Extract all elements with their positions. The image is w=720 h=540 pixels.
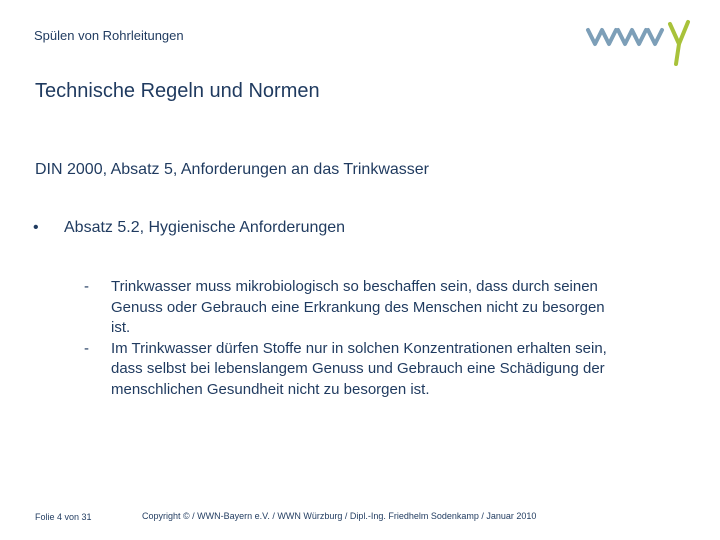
bullet-marker: •: [33, 219, 39, 236]
dash-marker: -: [84, 278, 89, 295]
sub-item-text: Trinkwasser muss mikrobiologisch so beschaffen sein, dass durch seinen Genuss oder Gebrauch eine Erkrankung des Menschen nicht zu besorgen ist.: [111, 278, 605, 336]
section-heading: DIN 2000, Absatz 5, Anforderungen an das Trinkwasser: [35, 161, 430, 178]
sub-item-text: Im Trinkwasser dürfen Stoffe nur in solchen Konzentrationen erhalten sein, dass selbst bei lebenslangem Genuss und Gebrauch eine Schädigung der menschlichen Gesundheit nicht zu besorgen ist.: [111, 339, 607, 398]
copyright-text: Copyright © / WWN-Bayern e.V. / WWN Würzburg / Dipl.-Ing. Friedhelm Sodenkamp / Januar 2010: [142, 511, 537, 521]
wwn-logo: [584, 18, 694, 68]
sub-list-item: [84, 277, 624, 339]
sub-list: [84, 277, 624, 400]
page-indicator: Folie 4 von 31: [35, 512, 92, 522]
header-title: Spülen von Rohrleitungen: [34, 28, 184, 43]
bullet-text: Absatz 5.2, Hygienische Anforderungen: [64, 219, 346, 236]
slide-title: Technische Regeln und Normen: [35, 80, 320, 102]
sub-list-item: [84, 339, 624, 401]
dash-marker: -: [84, 339, 89, 357]
